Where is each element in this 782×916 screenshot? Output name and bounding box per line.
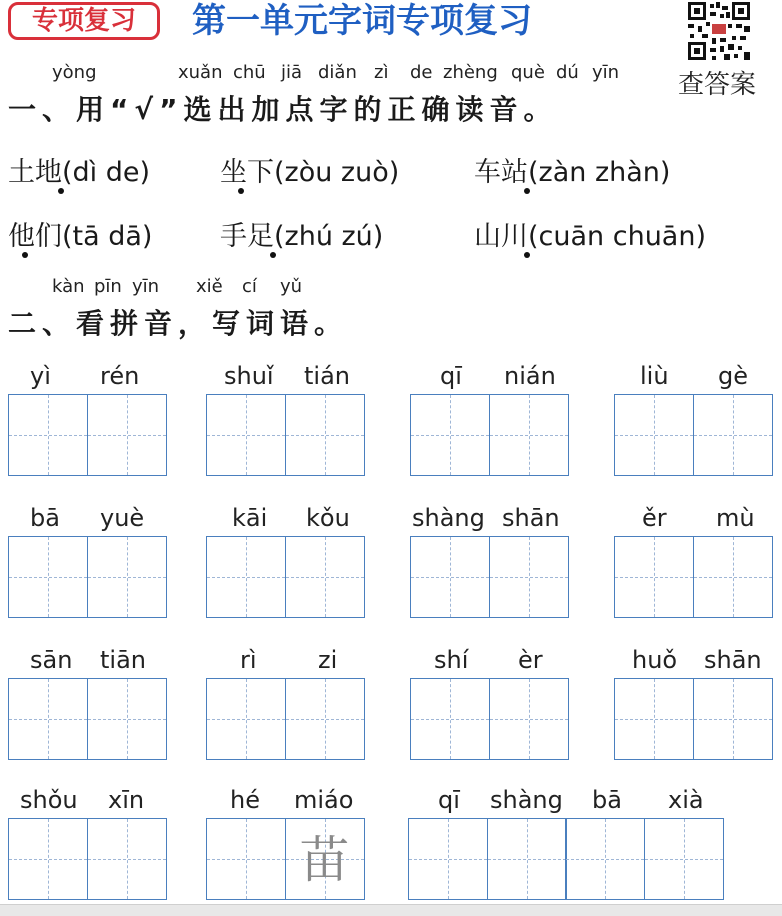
question-word: 他们 (8, 221, 62, 252)
page-bottom-edge (0, 904, 782, 916)
group-pinyin (8, 646, 172, 676)
cell-char (645, 819, 723, 899)
pinyin-syllable: jiā (281, 62, 303, 83)
cell-char (694, 395, 772, 475)
pinyin-syllable: yīn (132, 276, 160, 297)
writing-grid (8, 678, 167, 760)
pinyin-syllable: chū (233, 62, 266, 83)
word-group (8, 362, 168, 480)
pinyin-syllable: dú (556, 62, 579, 83)
writing-cell[interactable] (410, 678, 490, 760)
question-item[interactable] (474, 214, 706, 253)
pinyin-syllable: nián (504, 362, 556, 390)
writing-cell[interactable] (565, 818, 645, 900)
word-group (8, 786, 172, 904)
question-word: 坐下 (220, 157, 274, 188)
pinyin-syllable: cí (242, 276, 257, 297)
writing-cell[interactable] (206, 394, 286, 476)
question-options: (dì de) (62, 157, 151, 188)
cell-char (207, 537, 285, 617)
cell-char (566, 819, 644, 899)
pinyin-syllable: gè (718, 362, 748, 390)
writing-cell[interactable] (489, 394, 569, 476)
pinyin-syllable: mù (716, 504, 755, 532)
writing-grid (8, 394, 167, 476)
cell-char (88, 395, 166, 475)
writing-grid (410, 678, 569, 760)
group-pinyin (206, 504, 370, 534)
pinyin-syllable: sān (30, 646, 73, 674)
word-group (614, 362, 778, 480)
word-group (8, 504, 172, 622)
pinyin-syllable: yì (30, 362, 51, 390)
cell-char (411, 537, 489, 617)
pinyin-syllable: shàng (490, 786, 563, 814)
writing-grid (206, 394, 365, 476)
writing-cell[interactable] (87, 818, 167, 900)
pinyin-syllable: shān (502, 504, 560, 532)
section1-pinyin (0, 62, 660, 86)
pinyin-syllable: zi (318, 646, 338, 674)
pinyin-syllable: èr (518, 646, 543, 674)
cell-char (88, 537, 166, 617)
pinyin-syllable: rén (100, 362, 140, 390)
writing-grid (410, 394, 569, 476)
cell-char (207, 395, 285, 475)
writing-cell[interactable] (693, 394, 773, 476)
group-pinyin (206, 786, 370, 816)
cell-char (490, 395, 568, 475)
writing-grid (206, 678, 365, 760)
writing-grid (8, 536, 167, 618)
question-options: (zàn zhàn) (528, 157, 671, 188)
section1-title: 一、用“√”选出加点字的正确读音。 (8, 93, 558, 126)
cell-char (409, 819, 487, 899)
pinyin-syllable: shān (704, 646, 762, 674)
pinyin-syllable: diǎn (318, 62, 357, 83)
question-item[interactable] (8, 150, 150, 189)
pinyin-syllable: ěr (642, 504, 667, 532)
qr-code-icon[interactable] (686, 0, 752, 62)
question-options: (tā dā) (62, 221, 153, 252)
question-options: (zhú zú) (274, 221, 384, 252)
group-pinyin (410, 504, 574, 534)
emphasis-dot (270, 252, 276, 258)
question-item[interactable] (220, 214, 383, 253)
writing-cell[interactable] (614, 394, 694, 476)
writing-cell[interactable] (8, 678, 88, 760)
pinyin-syllable: xià (668, 786, 704, 814)
pinyin-syllable: hé (230, 786, 260, 814)
writing-cell[interactable] (614, 678, 694, 760)
pinyin-syllable: zì (374, 62, 389, 83)
cell-char (490, 537, 568, 617)
pinyin-syllable: kāi (232, 504, 268, 532)
group-pinyin (8, 362, 168, 392)
word-group (614, 646, 778, 764)
writing-grid (614, 394, 773, 476)
group-pinyin (408, 786, 732, 816)
writing-grid (614, 536, 773, 618)
writing-cell[interactable] (206, 536, 286, 618)
answer-link[interactable]: 查答案 (678, 70, 757, 100)
writing-grid (8, 818, 167, 900)
emphasis-dot (58, 188, 64, 194)
group-pinyin (8, 786, 172, 816)
cell-char (694, 537, 772, 617)
question-options: (cuān chuān) (528, 221, 706, 252)
writing-cell[interactable] (644, 818, 724, 900)
writing-cell[interactable] (408, 818, 488, 900)
writing-cell[interactable] (693, 678, 773, 760)
pinyin-syllable: bā (30, 504, 60, 532)
pinyin-syllable: shàng (412, 504, 485, 532)
writing-grid (206, 818, 365, 900)
pinyin-syllable: zhèng (443, 62, 498, 83)
writing-cell[interactable] (206, 818, 286, 900)
page-title: 第一单元字词专项复习 (192, 1, 532, 41)
group-pinyin (206, 646, 370, 676)
pinyin-syllable: shí (434, 646, 469, 674)
writing-grid (408, 818, 724, 900)
word-group (410, 646, 574, 764)
word-group (410, 362, 574, 480)
pinyin-syllable: liù (640, 362, 669, 390)
cell-char (411, 679, 489, 759)
question-item[interactable] (220, 150, 399, 189)
pinyin-syllable: yǔ (280, 276, 303, 297)
cell-char (88, 819, 166, 899)
writing-cell[interactable] (489, 678, 569, 760)
question-word: 车站 (474, 157, 528, 188)
cell-char (207, 679, 285, 759)
pinyin-syllable: yīn (592, 62, 620, 83)
question-row (8, 150, 778, 190)
pinyin-syllable: qī (440, 362, 462, 390)
writing-cell[interactable] (489, 536, 569, 618)
group-pinyin (410, 646, 574, 676)
group-pinyin (8, 504, 172, 534)
cell-char (411, 395, 489, 475)
writing-cell[interactable] (8, 394, 88, 476)
question-word: 手足 (220, 221, 274, 252)
cell-char (9, 395, 87, 475)
question-row (8, 214, 778, 254)
pinyin-syllable: yòng (52, 62, 97, 83)
group-pinyin (410, 362, 574, 392)
section2-pinyin (0, 276, 340, 300)
cell-char (488, 819, 566, 899)
cell-char (286, 679, 364, 759)
writing-cell[interactable] (693, 536, 773, 618)
writing-cell[interactable] (87, 394, 167, 476)
cell-char (694, 679, 772, 759)
word-group (206, 362, 370, 480)
word-group (206, 504, 370, 622)
writing-cell[interactable] (87, 536, 167, 618)
group-pinyin (614, 646, 778, 676)
group-pinyin (206, 362, 370, 392)
cell-char (207, 819, 285, 899)
question-options: (zòu zuò) (274, 157, 400, 188)
pinyin-syllable: xīn (108, 786, 145, 814)
pinyin-syllable: miáo (294, 786, 354, 814)
word-group (614, 504, 778, 622)
writing-cell[interactable] (410, 394, 490, 476)
cell-char (615, 537, 693, 617)
pinyin-syllable: kàn (52, 276, 85, 297)
pinyin-syllable: huǒ (632, 646, 678, 674)
pinyin-syllable: yuè (100, 504, 145, 532)
writing-cell[interactable] (285, 678, 365, 760)
cell-char (490, 679, 568, 759)
cell-char (88, 679, 166, 759)
section2-title: 二、看拼音，写词语。 (8, 307, 349, 340)
cell-char: 苗 (299, 831, 350, 889)
review-badge: 专项复习 (8, 2, 160, 40)
pinyin-syllable: xuǎn (178, 62, 223, 83)
cell-char (9, 679, 87, 759)
word-group (206, 646, 370, 764)
writing-grid (614, 678, 773, 760)
writing-cell[interactable] (8, 536, 88, 618)
pinyin-syllable: pīn (94, 276, 122, 297)
cell-char (615, 679, 693, 759)
word-group (410, 504, 574, 622)
word-group (408, 786, 732, 904)
cell-char (615, 395, 693, 475)
group-pinyin (614, 362, 778, 392)
pinyin-syllable: bā (592, 786, 622, 814)
emphasis-dot (524, 188, 530, 194)
pinyin-syllable: shǒu (20, 786, 78, 814)
pinyin-syllable: kǒu (306, 504, 350, 532)
word-group (206, 786, 370, 904)
question-word: 山川 (474, 221, 528, 252)
writing-grid (206, 536, 365, 618)
writing-cell[interactable] (410, 536, 490, 618)
writing-cell[interactable] (614, 536, 694, 618)
pinyin-syllable: shuǐ (224, 362, 274, 390)
emphasis-dot (238, 188, 244, 194)
writing-cell[interactable] (8, 818, 88, 900)
group-pinyin (614, 504, 778, 534)
pinyin-syllable: rì (240, 646, 257, 674)
writing-cell[interactable] (285, 394, 365, 476)
writing-cell[interactable] (285, 536, 365, 618)
writing-grid (410, 536, 569, 618)
writing-cell[interactable] (487, 818, 567, 900)
cell-char (9, 819, 87, 899)
cell-char (9, 537, 87, 617)
word-group (8, 646, 172, 764)
pinyin-syllable: qī (438, 786, 460, 814)
cell-char (286, 395, 364, 475)
pinyin-syllable: xiě (196, 276, 223, 297)
writing-cell[interactable] (206, 678, 286, 760)
pinyin-syllable: tiān (100, 646, 146, 674)
writing-cell[interactable] (87, 678, 167, 760)
question-item[interactable] (8, 214, 152, 253)
pinyin-syllable: tián (304, 362, 350, 390)
emphasis-dot (524, 252, 530, 258)
question-item[interactable] (474, 150, 670, 189)
question-word: 土地 (8, 157, 62, 188)
writing-cell[interactable] (285, 818, 365, 900)
pinyin-syllable: de (410, 62, 433, 83)
emphasis-dot (22, 252, 28, 258)
pinyin-syllable: què (511, 62, 545, 83)
cell-char (286, 537, 364, 617)
